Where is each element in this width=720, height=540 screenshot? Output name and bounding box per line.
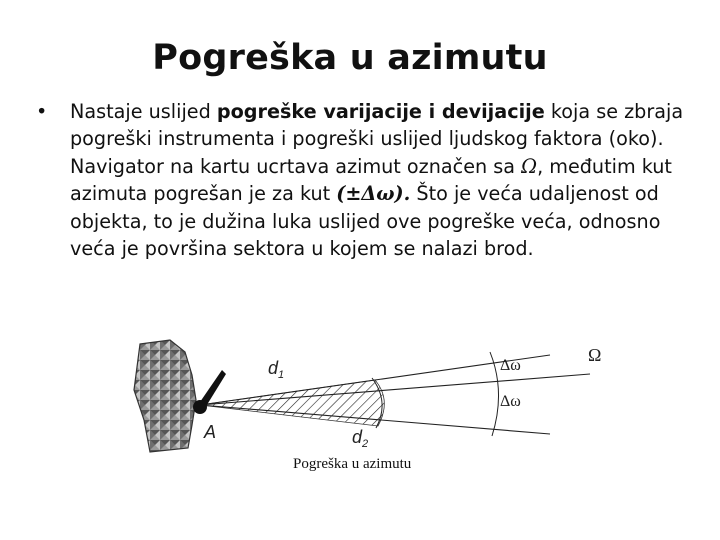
text-part-4: Što je veća udaljenost od objekta, to je dužina luka uslijed ove pogreške veća, odnosno veća je površina sektora u kojem se nalazi brod. <box>70 182 661 261</box>
bearing-line-mean <box>200 374 590 405</box>
delta-omega-symbol: (±Δω). <box>336 182 411 206</box>
label-a: A <box>204 422 217 442</box>
label-d1-sub: 1 <box>278 369 285 381</box>
label-d2-sub: 2 <box>362 438 369 450</box>
bullet-text <box>70 98 691 262</box>
label-delta-omega-top: Δω <box>500 357 521 374</box>
land-object <box>134 340 196 452</box>
label-omega: Ω <box>588 345 602 365</box>
label-delta-omega-bottom: Δω <box>500 393 521 410</box>
label-d1: $d_1$ <box>268 358 285 381</box>
arc-d1 <box>490 352 499 436</box>
omega-symbol: Ω <box>521 154 538 178</box>
point-a-marker <box>193 400 207 414</box>
text-bold-variation-deviation: pogreške varijacije i devijacije <box>216 100 545 123</box>
text-part-2: koja se zbraja pogreški instrumenta i pogreški uslijed ljudskog faktora (oko). Navigator na kartu ucrtava azimut označen sa <box>70 100 684 178</box>
bullet-marker: • <box>36 100 48 123</box>
bullet-paragraph <box>36 98 691 262</box>
figure-caption: Pogreška u azimutu <box>293 456 412 472</box>
slide-title: Pogreška u azimutu <box>152 38 548 78</box>
text-part-1: Nastaje uslijed <box>70 100 217 123</box>
text-part-3: , međutim kut azimuta pogrešan je za kut <box>70 154 672 206</box>
label-d2: $d_2$ <box>352 427 369 450</box>
